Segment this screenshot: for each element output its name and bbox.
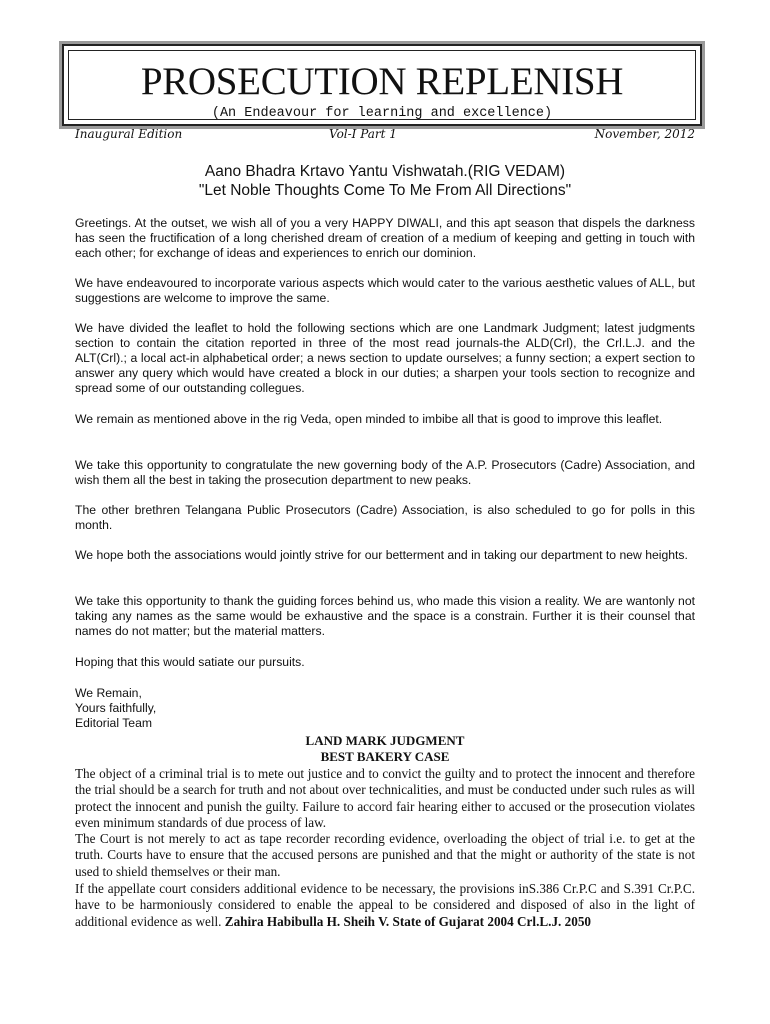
- masthead-title: PROSECUTION REPLENISH: [140, 60, 624, 103]
- landmark-case-name: BEST BAKERY CASE: [320, 749, 450, 764]
- masthead-inner-border: [68, 50, 696, 120]
- case-citation: Zahira Habibulla H. Sheih V. State of Gujarat 2004 Crl.L.J. 2050: [224, 913, 592, 929]
- landmark-heading: LAND MARK JUDGMENT: [305, 733, 465, 748]
- masthead-subtitle: (An Endeavour for learning and excellence): [211, 106, 553, 121]
- editorial-paragraph: The other brethren Telangana Public Prosecutors (Cadre) Association, is also scheduled to go for polls in this month.: [75, 503, 695, 532]
- editorial-paragraph: We take this opportunity to thank the guiding forces behind us, who made this vision a reality. We are wantonly not taking any names as the same would be exhaustive and the space is a constrain. Further it is their counsel that names do not matter; but the material matters.: [75, 594, 695, 638]
- editorial-paragraph: We hope both the associations would jointly strive for our betterment and in taking our department to new heights.: [75, 548, 688, 562]
- motto-sanskrit: Aano Bhadra Krtavo Yantu Vishwatah.(RIG VEDAM): [204, 163, 566, 180]
- editorial-paragraph: Hoping that this would satiate our pursuits.: [75, 655, 305, 669]
- signoff-closing: We Remain,: [75, 686, 142, 700]
- judgment-paragraph-citation: [75, 881, 695, 930]
- editorial-paragraph: Greetings. At the outset, we wish all of you a very HAPPY DIWALI, and this apt season that dispels the darkness has seen the fructification of a long cherished dream of creation of a medium of keeping and getting in touch with each other; for exchange of ideas and experiences to enrich our dominion.: [75, 216, 695, 260]
- editorial-paragraph: We have divided the leaflet to hold the following sections which are one Landmark Judgment; latest judgments section to contain the citation reported in three of the most read journals-the ALD(Crl), the Crl.L.J. and the ALT(Crl).; a local act-in alphabetical order; a news section to update ourselves; a funny section; a expert section to answer any query which would have created a block in our duties; a sharpen your tools section to recognize and spread some of our outstanding collegues.: [75, 321, 695, 395]
- motto-translation: "Let Noble Thoughts Come To Me From All Directions": [198, 182, 572, 199]
- edition-row: [75, 127, 695, 145]
- editorial-paragraph: We remain as mentioned above in the rig Veda, open minded to imbibe all that is good to improve this leaflet.: [75, 412, 663, 426]
- edition-label: Inaugural Edition: [75, 127, 183, 141]
- editorial-paragraph: We take this opportunity to congratulate the new governing body of the A.P. Prosecutors (Cadre) Association, and wish them all the best in taking the prosecution department to new peaks.: [75, 458, 695, 487]
- editorial-paragraph: We have endeavoured to incorporate various aspects which would cater to the various aesthetic values of ALL, but suggestions are welcome to improve the same.: [75, 276, 695, 305]
- signoff: [75, 686, 375, 731]
- judgment-text: If the appellate court considers additional evidence to be necessary, the provisions inS.386 Cr.P.C and S.391 Cr.P.C. have to be harmoniously considered to enable the appeal to be considered and disposed of also in the light of additional evidence as well.: [75, 881, 695, 929]
- masthead: [62, 44, 702, 126]
- judgment-paragraph: The Court is not merely to act as tape recorder recording evidence, overloading the object of trial i.e. to get at the truth. Courts have to ensure that the accused persons are punished and that the might or authority of the state is not used to shield themselves or their man.: [75, 831, 695, 879]
- signoff-signature: Editorial Team: [75, 716, 152, 730]
- issue-date: November, 2012: [594, 127, 695, 141]
- judgment-paragraph: The object of a criminal trial is to mete out justice and to convict the guilty and to protect the innocent and therefore the trial should be a search for truth and not about over technicalities, and must be conducted under such rules as will protect the innocent and punish the guilty. Failure to accord fair hearing either to accused or the prosecution violates even minimum standards of due process of law.: [75, 766, 695, 831]
- signoff-valediction: Yours faithfully,: [75, 701, 157, 715]
- volume-label: Vol-I Part 1: [329, 127, 397, 141]
